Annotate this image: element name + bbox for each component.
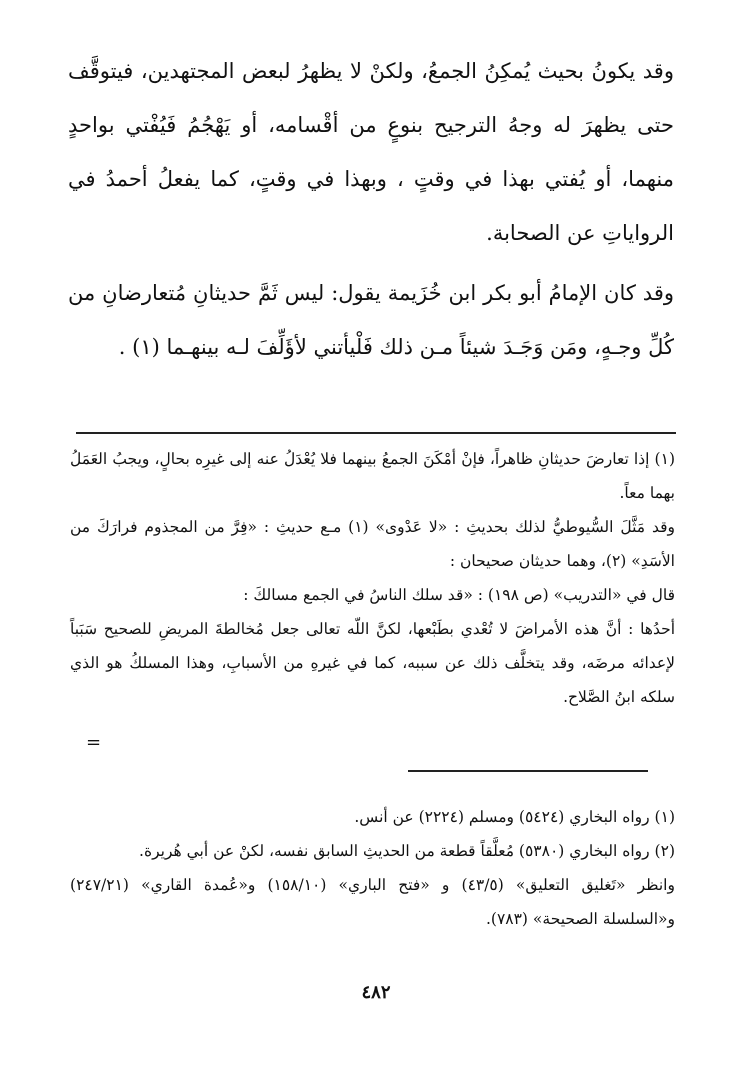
commentary-first-path: أحدُها : أنَّ هذه الأمراضَ لا تُعْدي بطَبْعها، لكنَّ اللّه تعالى جعل مُخالطةَ المريضِ للصحيح سَبَباً لإعدائه مرضَه، وقد يتخلَّف ذلك عن سببه، كما في غيرهِ من الأسبابِ، وهذا المسلكُ هو الذي سلكه ابنُ الصَّلاح. <box>70 620 675 706</box>
commentary-example: وقد مَثَّلَ السُّيوطيُّ لذلك بحديثِ : «لا عَدْوى» (١) مـع حديثِ : «فِرَّ من المجذوم فرارَكَ من الأسَدِ» (٢)، وهما حديثان صحيحان : <box>70 518 675 570</box>
main-paragraph-2 <box>68 266 674 374</box>
main-paragraph-1 <box>68 44 674 260</box>
commentary-divider <box>76 432 676 434</box>
continuation-mark: = <box>86 732 102 753</box>
footnote-1: (١) رواه البخاري (٥٤٢٤) ومسلم (٢٢٢٤) عن أنس. <box>354 808 675 826</box>
footnote-2: (٢) رواه البخاري (٥٣٨٠) مُعلَّقاً قطعة من الحديثِ السابق نفسه، لكنْ عن أبي هُريرة. <box>139 842 675 860</box>
paragraph-text: وقد كان الإمامُ أبو بكر ابن خُزَيمة يقول: ليس ثَمَّ حديثانِ مُتعارضانِ من كُلِّ وجـهٍ، ومَن وَجَـدَ شيئاً مـن ذلك فَلْيأتني لأؤَلِّفَ لـه بينهـما (١) . <box>68 281 674 359</box>
footnote-3: وانظر «تَغليق التعليق» (٤٣/٥) و «فتح الباري» (١٥٨/١٠) و«عُمدة القاري» (٢٤٧/٢١) و«السلسلة الصحيحة» (٧٨٣). <box>70 876 675 928</box>
commentary-quote: قال في «التدريب» (ص ١٩٨) : «قد سلك الناسُ في الجمع مسالكَ : <box>243 586 675 604</box>
editor-commentary <box>70 442 675 714</box>
footnote-divider <box>408 770 648 772</box>
commentary-note-1: (١) إذا تعارضَ حديثانِ ظاهراً، فإنْ أمْكَنَ الجمعُ بينهما فلا يُعْدَلُ عنه إلى غيرِه بحالٍ، ويجبُ العَمَلُ بهما معاً. <box>70 450 675 502</box>
footnotes <box>70 800 675 936</box>
page-number: ٤٨٢ <box>361 982 391 1003</box>
paragraph-text: وقد يكونُ بحيث يُمكِنُ الجمعُ، ولكنْ لا يظهرُ لبعض المجتهدين، فيتوقَّف حتى يظهرَ له وجهُ الترجيح بنوعٍ من أقْسامه، أو يَهْجُمُ فَيُفْتي بواحدٍ منهما، أو يُفتي بهذا في وقتٍ ، وبهذا في وقتٍ، كما يفعلُ أحمدُ في الرواياتِ عن الصحابة. <box>68 59 674 245</box>
